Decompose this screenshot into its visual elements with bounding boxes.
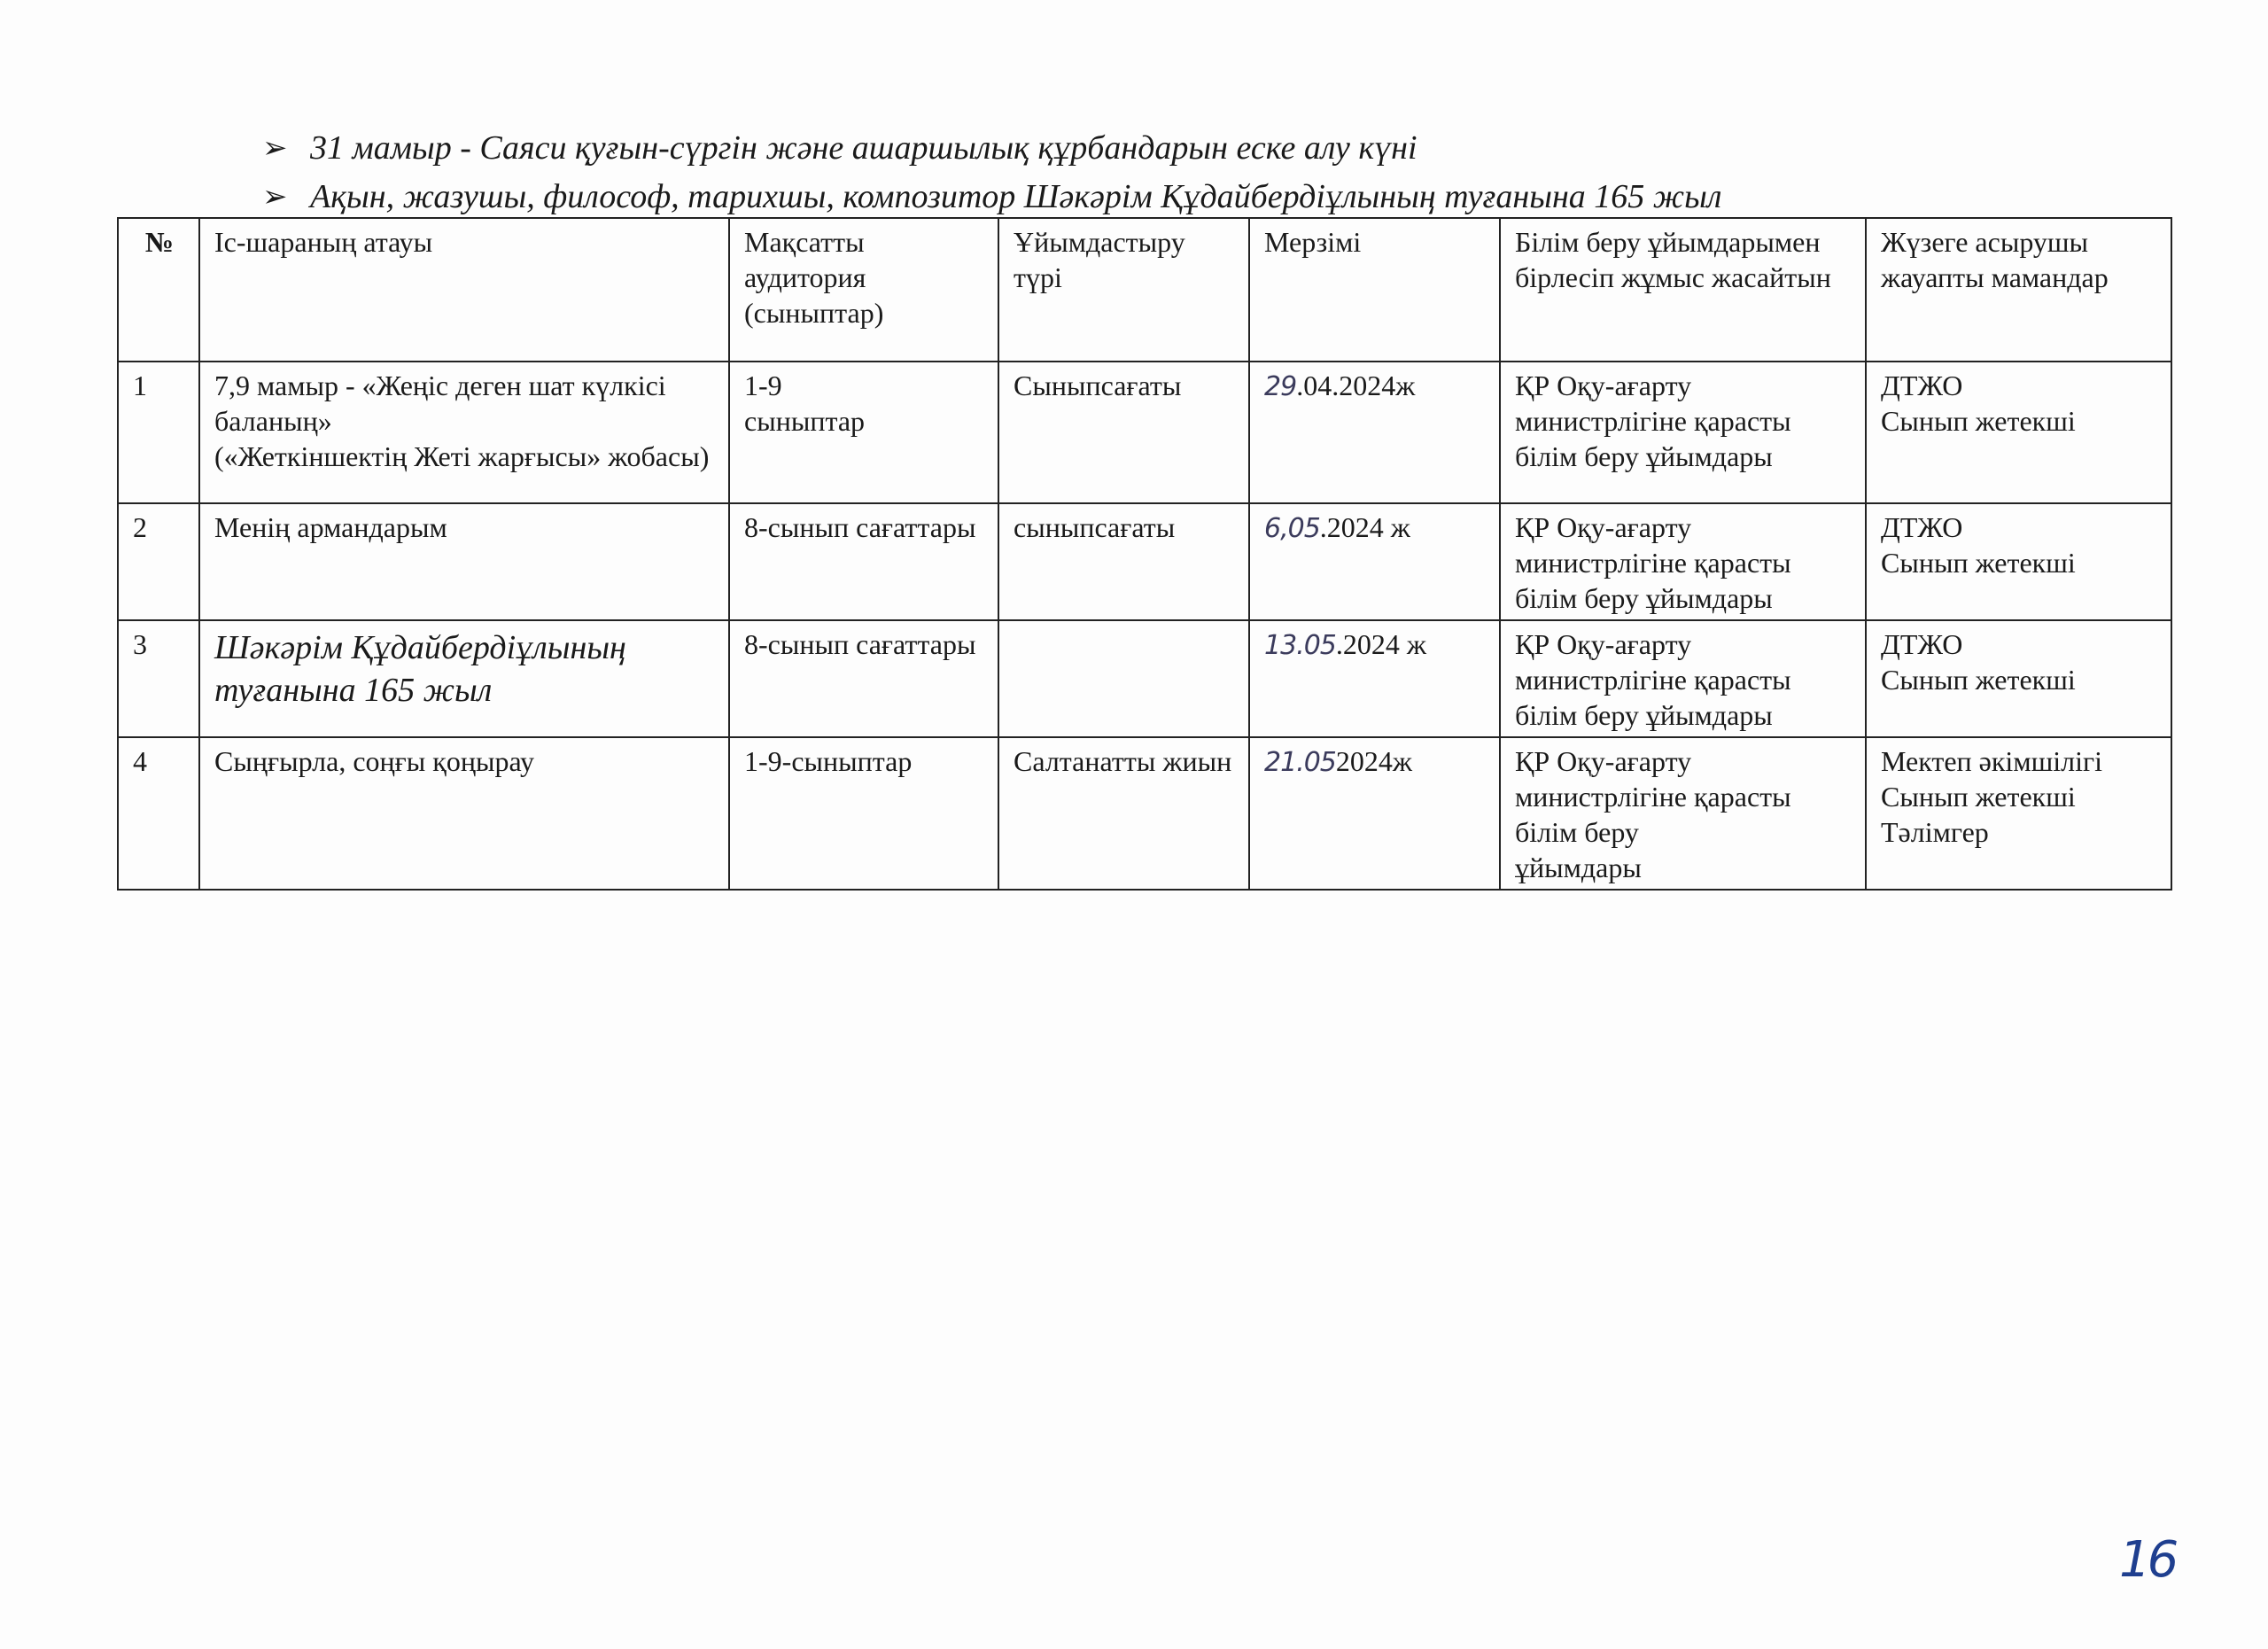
cell-responsible: ДТЖО Сынып жетекші	[1866, 620, 2171, 737]
table-header-row	[118, 218, 2171, 362]
cell-audience: 1-9-сыныптар	[729, 737, 998, 890]
table-row	[118, 620, 2171, 737]
cell-num: 1	[118, 362, 199, 503]
header-date: Мерзімі	[1249, 218, 1500, 362]
cell-partner: ҚР Оқу-ағарту министрлігіне қарасты білім беру ұйымдары	[1500, 620, 1866, 737]
arrowhead-bullet-icon: ➢	[262, 179, 288, 214]
table-row	[118, 362, 2171, 503]
cell-name: 7,9 мамыр - «Жеңіс деген шат күлкісі баланың» («Жеткіншектің Жеті жарғысы» жобасы)	[199, 362, 729, 503]
arrowhead-bullet-icon: ➢	[262, 130, 288, 166]
cell-form: Сыныпсағаты	[998, 362, 1249, 503]
bullet-text: 31 мамыр - Саяси қуғын-сүргін және ашаршылық құрбандарын еске алу күні	[310, 129, 1418, 167]
header-audience: Мақсатты аудитория (сыныптар)	[729, 218, 998, 362]
cell-name: Сыңғырла, соңғы қоңырау	[199, 737, 729, 890]
header-partner: Білім беру ұйымдарымен бірлесіп жұмыс жасайтын	[1500, 218, 1866, 362]
handwritten-date: 21.05	[1264, 747, 1336, 778]
date-text: .2024 ж	[1335, 628, 1426, 660]
handwritten-date: 6,05	[1264, 513, 1320, 544]
cell-name: Шәкәрім Құдайбердіұлының туғанына 165 жыл	[199, 620, 729, 737]
header-responsible: Жүзеге асырушы жауапты мамандар	[1866, 218, 2171, 362]
cell-audience: 8-сынып сағаттары	[729, 503, 998, 620]
cell-date	[1249, 362, 1500, 503]
bullet-item	[262, 173, 1946, 222]
cell-responsible: Мектеп әкімшілігі Сынып жетекші Тәлімгер	[1866, 737, 2171, 890]
cell-name: Менің армандарым	[199, 503, 729, 620]
cell-partner: ҚР Оқу-ағарту министрлігіне қарасты білім беру ұйымдары	[1500, 503, 1866, 620]
cell-date	[1249, 620, 1500, 737]
cell-date	[1249, 503, 1500, 620]
cell-audience: 1-9 сыныптар	[729, 362, 998, 503]
bullet-text: Ақын, жазушы, философ, тарихшы, композитор Шәкәрім Құдайбердіұлының туғанына 165 жыл	[310, 178, 1722, 215]
cell-form: Салтанатты жиын	[998, 737, 1249, 890]
cell-num: 2	[118, 503, 199, 620]
header-form: Ұйымдастыру түрі	[998, 218, 1249, 362]
handwritten-date: 29	[1264, 371, 1297, 402]
date-text: .04.2024ж	[1296, 369, 1416, 401]
bullet-item	[262, 124, 1946, 173]
table-row	[118, 737, 2171, 890]
cell-responsible: ДТЖО Сынып жетекші	[1866, 362, 2171, 503]
events-table	[117, 217, 2172, 891]
header-num: №	[118, 218, 199, 362]
cell-audience: 8-сынып сағаттары	[729, 620, 998, 737]
cell-date	[1249, 737, 1500, 890]
cell-num: 3	[118, 620, 199, 737]
cell-form	[998, 620, 1249, 737]
cell-partner: ҚР Оқу-ағарту министрлігіне қарасты білім беру ұйымдары	[1500, 737, 1866, 890]
date-text: 2024ж	[1335, 745, 1412, 777]
date-text: .2024 ж	[1319, 511, 1410, 543]
table-row	[118, 503, 2171, 620]
header-name: Іс-шараның атауы	[199, 218, 729, 362]
bullet-list	[262, 124, 1946, 222]
cell-responsible: ДТЖО Сынып жетекші	[1866, 503, 2171, 620]
handwritten-page-number: 16	[2119, 1531, 2176, 1589]
cell-num: 4	[118, 737, 199, 890]
cell-form: сыныпсағаты	[998, 503, 1249, 620]
cell-partner: ҚР Оқу-ағарту министрлігіне қарасты білім беру ұйымдары	[1500, 362, 1866, 503]
handwritten-date: 13.05	[1264, 630, 1336, 661]
